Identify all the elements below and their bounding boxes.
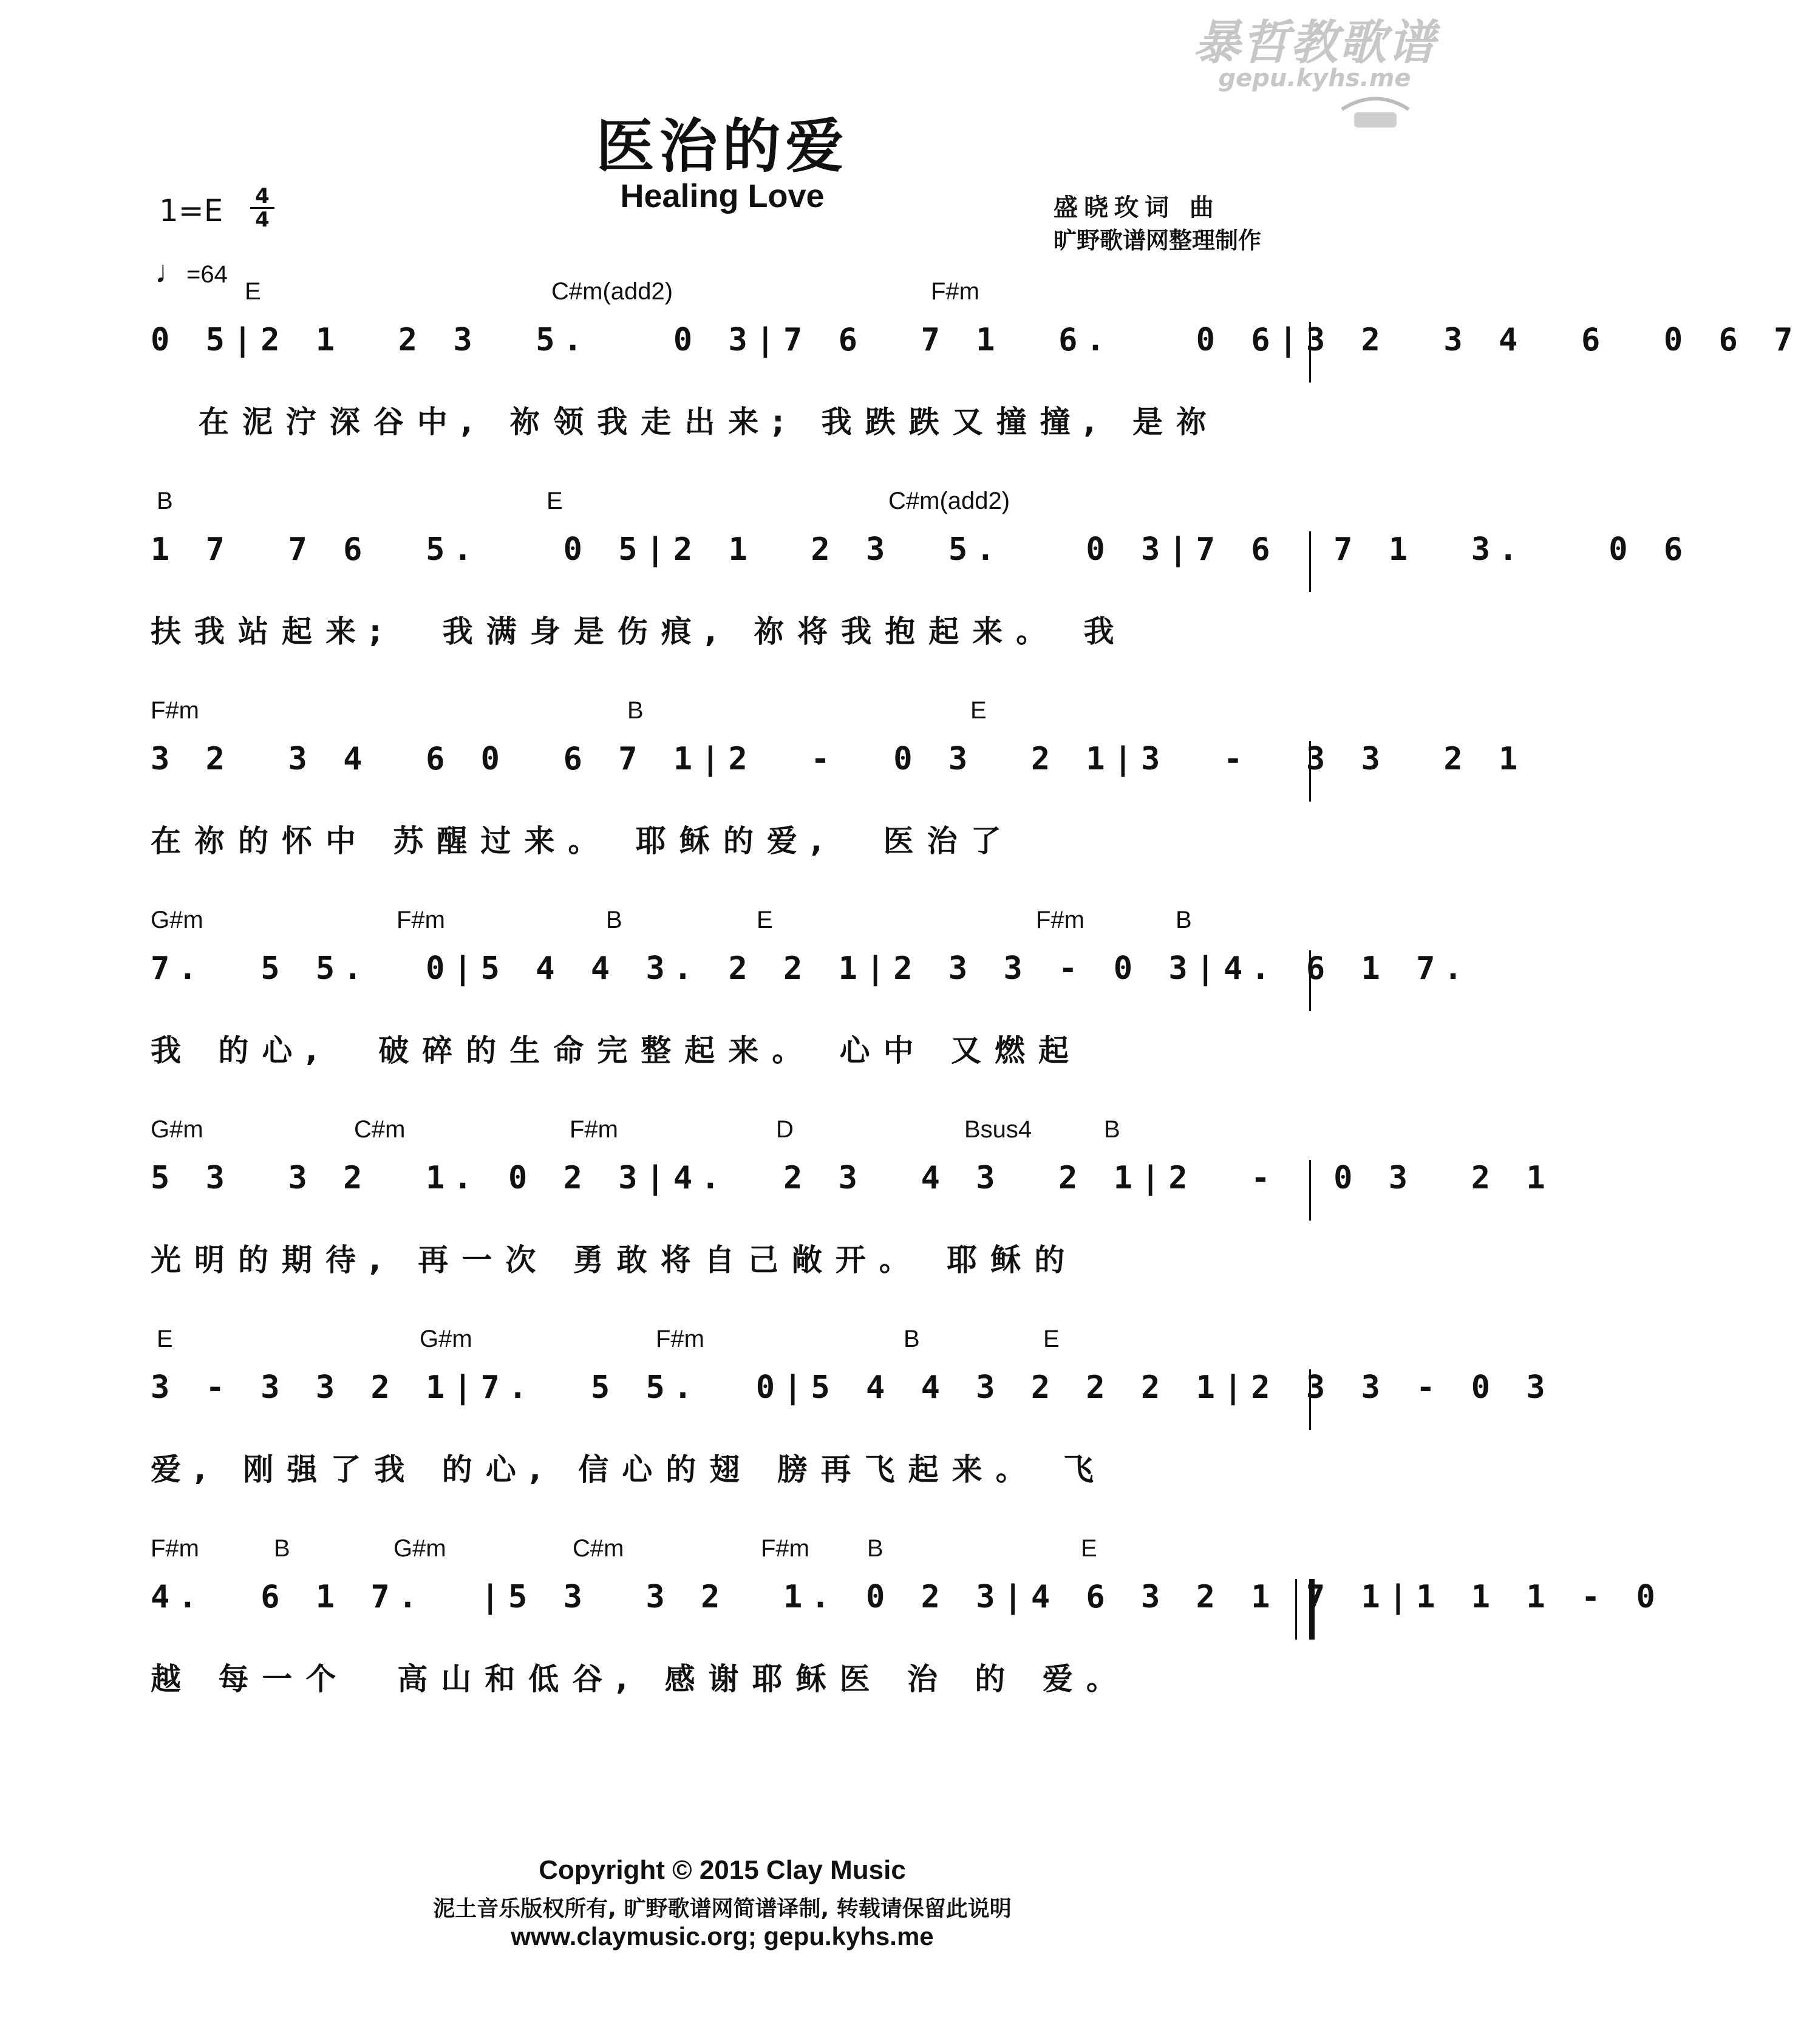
lyrics-line: 在祢的怀中 苏醒过来。 耶稣的爱, 医治了	[151, 823, 1015, 859]
lyrics-line: 爱, 刚强了我 的心, 信心的翅 膀再飞起来。 飞	[151, 1452, 1108, 1487]
tempo-marking	[155, 254, 228, 290]
score-system-6	[151, 1326, 1554, 1515]
watermark-url: gepu.kyhs.me	[1218, 64, 1411, 92]
notation-line: 4. 6 1 7. |5 3 3 2 1. 0 2 3|4 6 3 2 1 7 1|1 1 1 - 0	[151, 1579, 1664, 1615]
barline	[1309, 531, 1311, 592]
score-system-7	[151, 1535, 1664, 1725]
song-title: 医治的爱	[596, 112, 849, 180]
score-system-2	[151, 488, 1692, 677]
watermark-text: 暴哲教歌谱	[1193, 15, 1436, 70]
chord-label: B	[606, 907, 622, 933]
score-system-4	[151, 907, 1471, 1096]
time-denominator: 4	[255, 208, 270, 232]
chord-label: F#m	[151, 1535, 199, 1562]
chord-label: B	[1104, 1116, 1120, 1143]
watermark	[1187, 5, 1442, 92]
chord-label: B	[157, 488, 173, 514]
chord-label: E	[1043, 1326, 1060, 1352]
chord-label: B	[867, 1535, 883, 1562]
barline	[1309, 741, 1311, 802]
chord-label: D	[776, 1116, 794, 1143]
notation-line: 1 7 7 6 5. 0 5|2 1 2 3 5. 0 3|7 6 7 1 3. 0 6	[151, 531, 1692, 568]
chord-label: E	[970, 697, 987, 724]
score-system-1	[151, 278, 1801, 468]
chord-label: Bsus4	[964, 1116, 1032, 1143]
chord-label: C#m	[354, 1116, 406, 1143]
chord-label: C#m(add2)	[888, 488, 1010, 514]
tempo-value: =64	[186, 261, 228, 288]
lyrics-line: 在泥泞深谷中, 祢领我走出来; 我跌跌又撞撞, 是祢	[151, 404, 1221, 440]
credit-lyrics-music: 盛晓玫词 曲	[1054, 194, 1220, 222]
lyrics-line: 扶我站起来; 我满身是伤痕, 祢将我抱起来。 我	[151, 614, 1128, 649]
chord-label: C#m(add2)	[551, 278, 673, 305]
notation-line: 5 3 3 2 1. 0 2 3|4. 2 3 4 3 2 1|2 - 0 3 2 1	[151, 1160, 1554, 1196]
chord-label: E	[245, 278, 261, 305]
chord-label: C#m	[573, 1535, 624, 1562]
credit-arranger: 旷野歌谱网整理制作	[1054, 227, 1262, 254]
chord-label: G#m	[420, 1326, 472, 1352]
lyrics-line: 光明的期待, 再一次 勇敢将自己敞开。 耶稣的	[151, 1242, 1078, 1278]
chord-label: G#m	[393, 1535, 446, 1562]
barline	[1309, 1369, 1311, 1430]
chord-label: G#m	[151, 907, 203, 933]
time-signature	[250, 185, 274, 231]
notation-line: 3 2 3 4 6 0 6 7 1|2 - 0 3 2 1|3 - 3 3 2 1	[151, 741, 1527, 777]
key-signature: 1=E	[159, 193, 223, 228]
chord-label: F#m	[151, 697, 199, 724]
lyrics-line: 越 每一个 高山和低谷, 感谢耶稣医 治 的 爱。	[151, 1661, 1130, 1697]
chord-label: E	[157, 1326, 173, 1352]
chord-label: E	[546, 488, 563, 514]
barline	[1309, 322, 1311, 383]
chord-label: F#m	[570, 1116, 618, 1143]
url-line: www.claymusic.org; gepu.kyhs.me	[511, 1922, 934, 1950]
chord-label: F#m	[761, 1535, 809, 1562]
chord-label: F#m	[397, 907, 445, 933]
final-barline	[1295, 1579, 1315, 1640]
chord-label: B	[274, 1535, 290, 1562]
lyrics-line: 我 的心, 破碎的生命完整起来。 心中 又燃起	[151, 1033, 1083, 1068]
copyright-line: Copyright © 2015 Clay Music	[539, 1855, 906, 1885]
chord-label: B	[627, 697, 644, 724]
notation-line: 0 5|2 1 2 3 5. 0 3|7 6 7 1 6. 0 6|3 2 3 4 6 0 6 7	[151, 322, 1801, 358]
chord-label: F#m	[1036, 907, 1084, 933]
rights-line: 泥土音乐版权所有, 旷野歌谱网简谱译制, 转载请保留此说明	[433, 1896, 1012, 1921]
quarter-note-icon: ♩	[155, 254, 186, 290]
chord-label: B	[904, 1326, 920, 1352]
barline	[1309, 1160, 1311, 1221]
notation-line: 7. 5 5. 0|5 4 4 3. 2 2 1|2 3 3 - 0 3|4. 6 1 7.	[151, 950, 1471, 987]
barline	[1309, 950, 1311, 1011]
chord-label: F#m	[656, 1326, 704, 1352]
score-system-5	[151, 1116, 1554, 1306]
notation-line: 3 - 3 3 2 1|7. 5 5. 0|5 4 4 3 2 2 2 1|2 3 3 - 0 3	[151, 1369, 1554, 1406]
chord-label: E	[757, 907, 773, 933]
chord-label: B	[1176, 907, 1192, 933]
song-subtitle: Healing Love	[620, 178, 825, 214]
chord-label: G#m	[151, 1116, 203, 1143]
score-system-3	[151, 697, 1527, 887]
chord-label: E	[1081, 1535, 1097, 1562]
time-numerator: 4	[255, 184, 270, 208]
chord-label: F#m	[931, 278, 979, 305]
